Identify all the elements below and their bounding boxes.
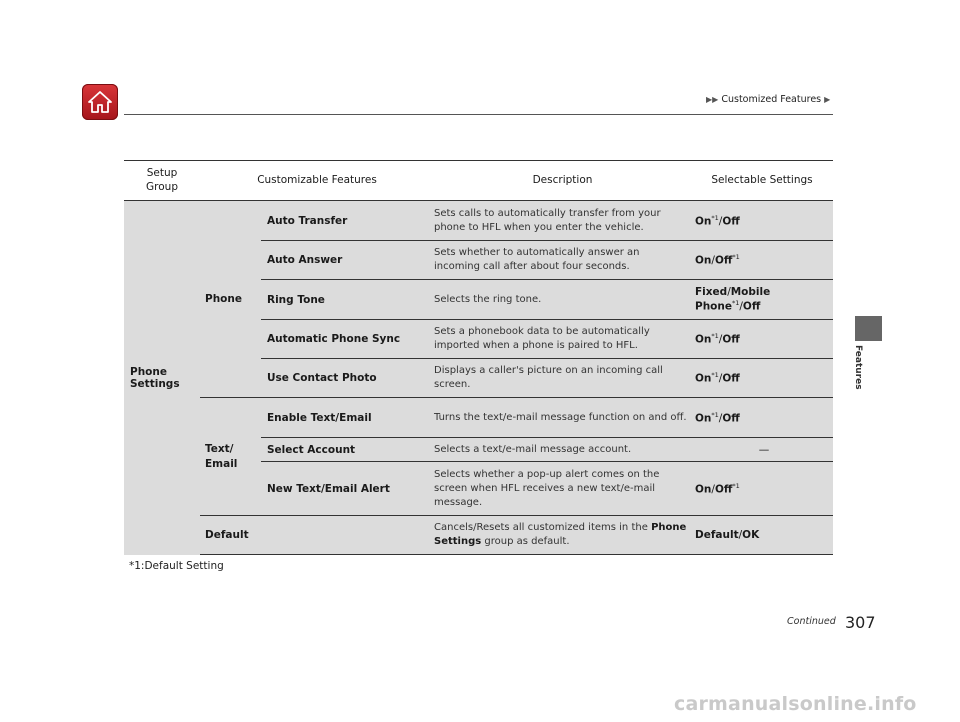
watermark: carmanualsonline.info bbox=[674, 693, 917, 715]
header-selectable-settings: Selectable Settings bbox=[691, 161, 833, 201]
feature-auto-transfer: Auto Transfer bbox=[261, 201, 434, 241]
subgroup-text-email: Text/ Email bbox=[200, 398, 261, 516]
description: Turns the text/e-mail message function on and off. bbox=[434, 398, 691, 438]
setting-default: Default/OK bbox=[691, 516, 833, 555]
description: Selects the ring tone. bbox=[434, 280, 691, 320]
continued-label: Continued bbox=[787, 616, 836, 627]
section-tab[interactable] bbox=[855, 316, 882, 341]
description: Displays a caller's picture on an incoming call screen. bbox=[434, 359, 691, 398]
setting-use-contact-photo: On$^{*1}$/Off bbox=[691, 359, 833, 398]
footnote: *1:Default Setting bbox=[129, 560, 224, 572]
setting-ring-tone: Fixed/Mobile Phone$^{*1}$/Off bbox=[691, 280, 833, 320]
description: Selects a text/e-mail message account. bbox=[434, 438, 691, 462]
feature-automatic-phone-sync: Automatic Phone Sync bbox=[261, 320, 434, 359]
feature-use-contact-photo: Use Contact Photo bbox=[261, 359, 434, 398]
breadcrumb-arrow-icon: ▶ bbox=[824, 95, 831, 104]
setting-new-text-email-alert: On/Off$^{*1}$ bbox=[691, 462, 833, 516]
setting-select-account: — bbox=[691, 438, 833, 462]
description: Sets a phonebook data to be automatically imported when a phone is paired to HFL. bbox=[434, 320, 691, 359]
setting-enable-text-email: On$^{*1}$/Off bbox=[691, 398, 833, 438]
description: Sets calls to automatically transfer from your phone to HFL when you enter the vehicle. bbox=[434, 201, 691, 241]
page-number: 307 bbox=[845, 613, 876, 632]
feature-ring-tone: Ring Tone bbox=[261, 280, 434, 320]
customized-features-table bbox=[124, 160, 833, 555]
breadcrumb bbox=[706, 94, 830, 105]
setting-auto-transfer: On$^{*1}$/Off bbox=[691, 201, 833, 241]
home-button[interactable] bbox=[82, 84, 118, 120]
breadcrumb-arrow-icon: ▶▶ bbox=[706, 95, 719, 104]
breadcrumb-label[interactable]: Customized Features bbox=[721, 94, 822, 105]
section-label: Features bbox=[853, 345, 863, 390]
feature-auto-answer: Auto Answer bbox=[261, 241, 434, 280]
setting-auto-answer: On/Off$^{*1}$ bbox=[691, 241, 833, 280]
feature-new-text-email-alert: New Text/Email Alert bbox=[261, 462, 434, 516]
subgroup-phone: Phone bbox=[200, 201, 261, 398]
description: Cancels/Resets all customized items in the Phone Settings group as default. bbox=[434, 516, 691, 555]
description: Sets whether to automatically answer an incoming call after about four seconds. bbox=[434, 241, 691, 280]
group-phone-settings: Phone Settings bbox=[124, 201, 200, 555]
header-description: Description bbox=[434, 161, 691, 201]
feature-select-account: Select Account bbox=[261, 438, 434, 462]
feature-default: Default bbox=[200, 516, 434, 555]
feature-enable-text-email: Enable Text/Email bbox=[261, 398, 434, 438]
header-customizable-features: Customizable Features bbox=[200, 161, 434, 201]
header-setup-group: Setup Group bbox=[124, 161, 200, 201]
setting-automatic-phone-sync: On$^{*1}$/Off bbox=[691, 320, 833, 359]
description: Selects whether a pop-up alert comes on the screen when HFL receives a new text/e-mail message. bbox=[434, 462, 691, 516]
home-icon bbox=[87, 90, 113, 114]
header-rule bbox=[124, 114, 833, 115]
